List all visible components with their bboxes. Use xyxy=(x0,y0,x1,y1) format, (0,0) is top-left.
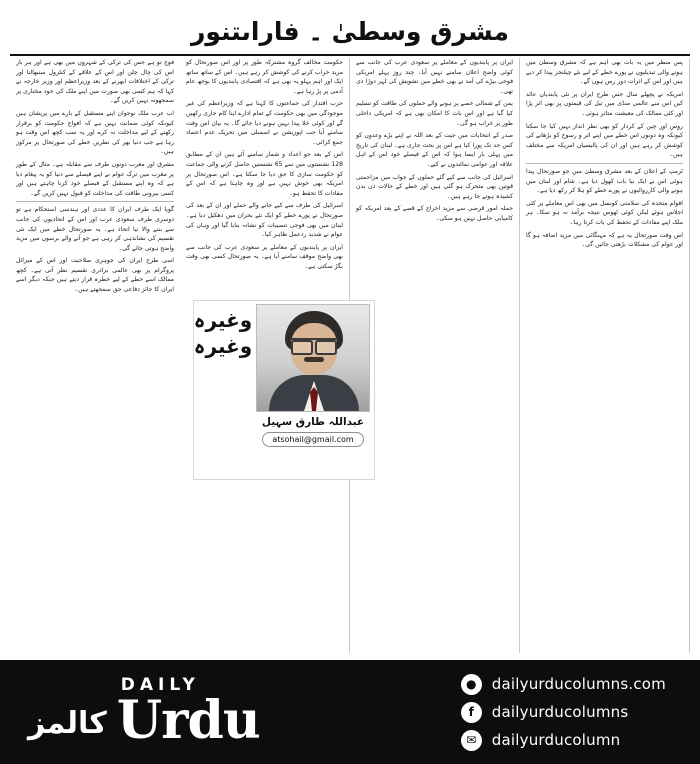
paragraph: ٹرمپ کے اعلان کے بعد مشرق وسطیٰ میں جو صورتحال پیدا ہوئی اس نے ایک نیا باب کھول دیا ہے۔ شام اور لبنان میں ہونے والی کارروائیوں نے پورے خطے کو ہلا کر رکھ دیا ہے۔ xyxy=(526,167,683,195)
paragraph-divider xyxy=(16,201,174,202)
paragraph: ایران پر پابندیوں کے معاملے پر سعودی عرب کی جانب سے بھی واضح موقف سامنے آیا ہے۔ یہ صورتحال کسی بھی وقت بگڑ سکتی ہے۔ xyxy=(186,243,343,270)
author-email[interactable]: atsohail@gmail.com xyxy=(262,432,363,447)
paragraph: اس وقت صورتحال یہ ہے کہ مہنگائی میں مزید اضافہ ہو گا اور عوام کی مشکلات بڑھتی جائیں گی۔ xyxy=(526,231,683,249)
headline-banner xyxy=(10,8,690,56)
paragraph: اسی طرح ایران کی جوہری صلاحیت اور اس کے میزائل پروگرام پر بھی عالمی برادری تقسیم نظر آتی ہے۔ کچھ ممالک اسے خطے کے لیے خطرہ قرار دیتے ہیں جبکہ دیگر اسے ایران کا جائز دفاعی حق سمجھتے ہیں۔ xyxy=(16,257,174,294)
facebook-icon: f xyxy=(461,702,482,723)
paragraph: گویا ایک طرف ایران کا عددی اور ہندسی استحکام ہے تو دوسری طرف سعودی عرب اور اس کے اتحادیوں کی جانب سے بننے والا نیا اتحاد ہے۔ یہ صورتحال خطے میں ایک نئی تقسیم کی نشاندہی کر رہی ہے جو آنے والے برسوں میں مزید واضح ہوتی جائے گی۔ xyxy=(16,206,174,252)
facebook-handle: dailyurducolumns xyxy=(491,703,629,721)
author-name: عبداللہ طارق سہیل xyxy=(261,416,365,428)
twitter-icon: ✉ xyxy=(461,730,482,751)
article-column-3 xyxy=(350,58,520,653)
paragraph-divider xyxy=(526,163,683,164)
column-series-title: وغیرہ وغیرہ xyxy=(193,308,253,358)
social-link-facebook[interactable] xyxy=(461,702,666,723)
social-link-twitter[interactable] xyxy=(461,730,666,751)
twitter-handle: dailyurducolumn xyxy=(491,731,621,749)
avatar xyxy=(256,304,370,412)
paragraph: اقوام متحدہ کی سلامتی کونسل میں بھی اس معاملے پر کئی اجلاس ہوئے لیکن کوئی ٹھوس نتیجہ برآمد نہ ہو سکا۔ ہر ملک اپنے مفادات کے تحفظ کی بات کرتا رہا۔ xyxy=(526,199,683,226)
brand-kalumz: کالمز xyxy=(28,706,107,741)
brand-daily-urdu xyxy=(116,675,260,751)
paragraph: مشرق اور مغرب دونوں طرف سے مقابلہ ہے۔ مثال کے طور پر مغرب میں ترک عوام نے اپنے فیصلے سے دنیا کو یہ پیغام دیا ہے کہ وہ اپنے مستقبل کے فیصلے خود کرنا چاہتے ہیں اور کسی بیرونی طاقت کی مداخلت کو قبول نہیں کریں گے۔ xyxy=(16,160,174,197)
article-column-4 xyxy=(520,58,690,653)
paragraph: اب عرب ملک نوجوان اپنے مستقبل کے بارے میں پریشان ہیں کیونکہ کوئی ضمانت نہیں ہے کہ افواج حکومت کو برقرار رکھنے کے لیے مداخلت نہ کرے اور یہ سب کچھ اس وقت ہو رہا ہے جب دنیا بھر کی نظریں خطے کی صورتحال پر مرکوز ہیں۔ xyxy=(16,109,174,156)
paragraph: پس منظر میں یہ بات بھی اہم ہے کہ مشرق وسطیٰ میں ہونے والی تبدیلیوں نے پورے خطے کے لیے نئے چیلنجز پیدا کر دیے ہیں اور اس کے اثرات دور رس ہوں گے۔ xyxy=(526,59,683,86)
paragraph: جملہ امور قرضی سے مزید اخراج کے قصے کے بعد امریکہ کو کامیابی حاصل نہیں ہو سکی۔ xyxy=(356,205,513,222)
glasses-icon xyxy=(290,338,338,352)
paragraph: فوج تو ہے جس کی ترکی کے شہروں میں بھی ہے اور ہر بار اس کی چال چلن اور اس کے علاقے کے کنٹرول سنبھالنا اور ترکی کے اختلافات ابھرنے کے بعد وزیراعظم اور وزیر خارجہ نے کہا کہ ہم کسی بھی صورت میں اپنے ملک کی خود مختاری پر سمجھوتہ نہیں کریں گے۔ xyxy=(16,59,174,105)
paragraph: حزب اقتدار کی جماعتوں کا کہنا ہے کہ وزیراعظم کی غیر موجودگی میں بھی حکومت کے تمام ادارے اپنا کام جاری رکھیں گے اور کوئی خلا پیدا نہیں ہونے دیا جائے گا۔ یہ بیان اس وقت سامنے آیا جب اپوزیشن نے اسمبلی میں تحریک عدم اعتماد جمع کرائی۔ xyxy=(186,100,343,146)
paragraph: صدر کے انتخابات میں جیت کے بعد اللہ نے اپنے بڑے وعدوں کو کس حد تک پورا کیا ہے اس پر بحث جاری ہے۔ لبنان کی تاریخ میں پہلی بار ایسا ہوا کہ اس کے فیصلے خود اس کے اہل علاقہ اور عوامی نمائندوں نے کیے۔ xyxy=(356,132,513,168)
social-link-website[interactable] xyxy=(461,674,666,695)
article-column-1 xyxy=(10,58,180,653)
author-block xyxy=(193,300,375,480)
portrait-mustache xyxy=(304,357,324,362)
footer-bar xyxy=(0,660,700,764)
social-links xyxy=(461,674,672,751)
paragraph: ایران پر پابندیوں کے معاملے پر سعودی عرب کی جانب سے کوئی واضح اعلان سامنے نہیں آیا۔ چند روز پہلے امریکی فوجی بیڑے کی آمد نے بھی خطے میں تشویش کی لہر دوڑا دی تھی۔ xyxy=(356,59,513,95)
brand-logo xyxy=(28,675,348,751)
paragraph: امریکہ نے پچھلے سال جس طرح ایران پر نئی پابندیاں عائد کیں اس سے عالمی منڈی میں تیل کی قیمتوں پر بھی اثر پڑا اور کئی ممالک کی معیشت متاثر ہوئی۔ xyxy=(526,90,683,117)
globe-icon: ● xyxy=(461,674,482,695)
paragraph: اسرائیل کی جانب سے کیے گئے حملوں کے جواب میں مزاحمتی قوتیں بھی متحرک ہو گئی ہیں اور خطے کے حالات دن بدن کشیدہ ہوتے جا رہے ہیں۔ xyxy=(356,173,513,200)
website-handle: dailyurducolumns.com xyxy=(491,675,666,693)
paragraph: یمن کے شمالی حصے پر ہونے والے حملوں کی طاقت کو تسلیم کیا گیا ہے اور اس بات کا امکان بھی ہے کہ امریکی داخلی طور پر خراب ہو گی۔ xyxy=(356,100,513,127)
author-details xyxy=(252,301,374,479)
brand-daily: DAILY xyxy=(120,675,200,695)
paragraph: حکومت مخالف گروہ مشترکہ طور پر اور اس صورتحال کو مزید خراب کرنے کی کوشش کر رہے ہیں۔ اس کے ساتھ ساتھ ایک اور اہم پہلو یہ بھی ہے کہ اقتصادی پابندیوں کا بوجھ عام آدمی پر پڑ رہا ہے۔ xyxy=(186,59,343,95)
paragraph: اسرائیل کی طرف سے کیے جانے والے حملے اور ان کے بعد کی صورتحال نے پورے خطے کو ایک نئے بحران میں دھکیل دیا ہے۔ لبنان میں بھی فوجی تنصیبات کو نشانہ بنایا گیا اور وہاں کی عوام نے شدید ردعمل ظاہر کیا۔ xyxy=(186,202,343,239)
page-title: مشرق وسطیٰ ۔ فاراںتنور xyxy=(191,16,509,46)
paragraph: روس اور چین کے کردار کو بھی نظر انداز نہیں کیا جا سکتا کیونکہ وہ دونوں اس خطے میں اپنے اثر و رسوخ کو بڑھانے کی کوشش کر رہے ہیں اور ان کی پالیسیاں امریکہ سے مختلف ہیں۔ xyxy=(526,122,683,159)
paragraph: اس کے بعد جو اعداد و شمار سامنے آئے ہیں ان کے مطابق 128 نشستوں میں سے 65 نشستیں حاصل کرنے والی جماعت کو حکومت سازی کا حق دیا جا سکتا ہے۔ اس صورتحال پر امریکہ بھی خوش نہیں ہے اور وہ چاہتا ہے کہ اس کے مفادات کا تحفظ ہو۔ xyxy=(186,151,343,197)
column-series-title-wrap xyxy=(194,301,252,479)
brand-urdu: Urdu xyxy=(116,690,260,751)
